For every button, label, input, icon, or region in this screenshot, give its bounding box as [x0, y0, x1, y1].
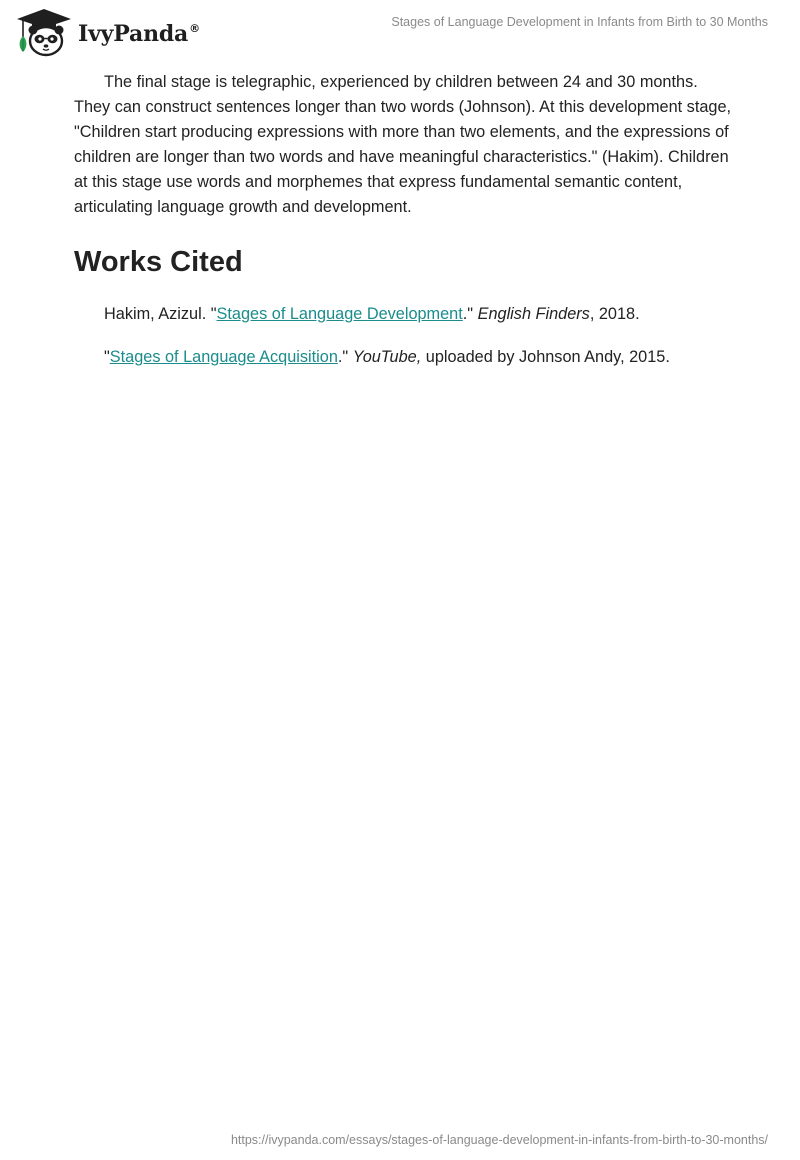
citation-link[interactable]: Stages of Language Development [216, 305, 463, 323]
logo-text [78, 21, 200, 47]
citation-text: Hakim, Azizul. " [104, 305, 217, 323]
citation-entry [74, 302, 734, 327]
document-title: Stages of Language Development in Infants from Birth to 30 Months [391, 15, 768, 29]
page-header [0, 0, 800, 70]
citation-text: " [104, 348, 110, 366]
citation-text: uploaded by Johnson Andy, 2015. [421, 348, 670, 366]
registered-mark: ® [189, 22, 200, 35]
citation-text: ." [462, 305, 478, 323]
citation-text: ." [337, 348, 353, 366]
essay-content [74, 70, 734, 370]
citation-source: English Finders [477, 305, 590, 323]
body-paragraph: The final stage is telegraphic, experienced by children between 24 and 30 months. They can construct sentences longer than two words (Johnson). At this development stage, "Children start producing expressions with more than two elements, and the expressions of children are longer than two words and have meaningful characteristics." (Hakim). Children at this stage use words and morphemes that express fundamental semantic content, articulating language growth and development. [74, 73, 732, 216]
panda-graduate-icon [15, 8, 73, 58]
citation-source: YouTube, [352, 348, 422, 366]
ivypanda-logo[interactable] [15, 8, 200, 58]
works-cited-heading: Works Cited [74, 246, 243, 278]
citation-entry [74, 345, 734, 370]
citation-link[interactable]: Stages of Language Acquisition [109, 348, 338, 366]
citation-text: , 2018. [589, 305, 640, 323]
footer-url: https://ivypanda.com/essays/stages-of-language-development-in-infants-from-birth-to-30-months/ [230, 1133, 768, 1147]
logo-name: IvyPanda [78, 21, 189, 47]
